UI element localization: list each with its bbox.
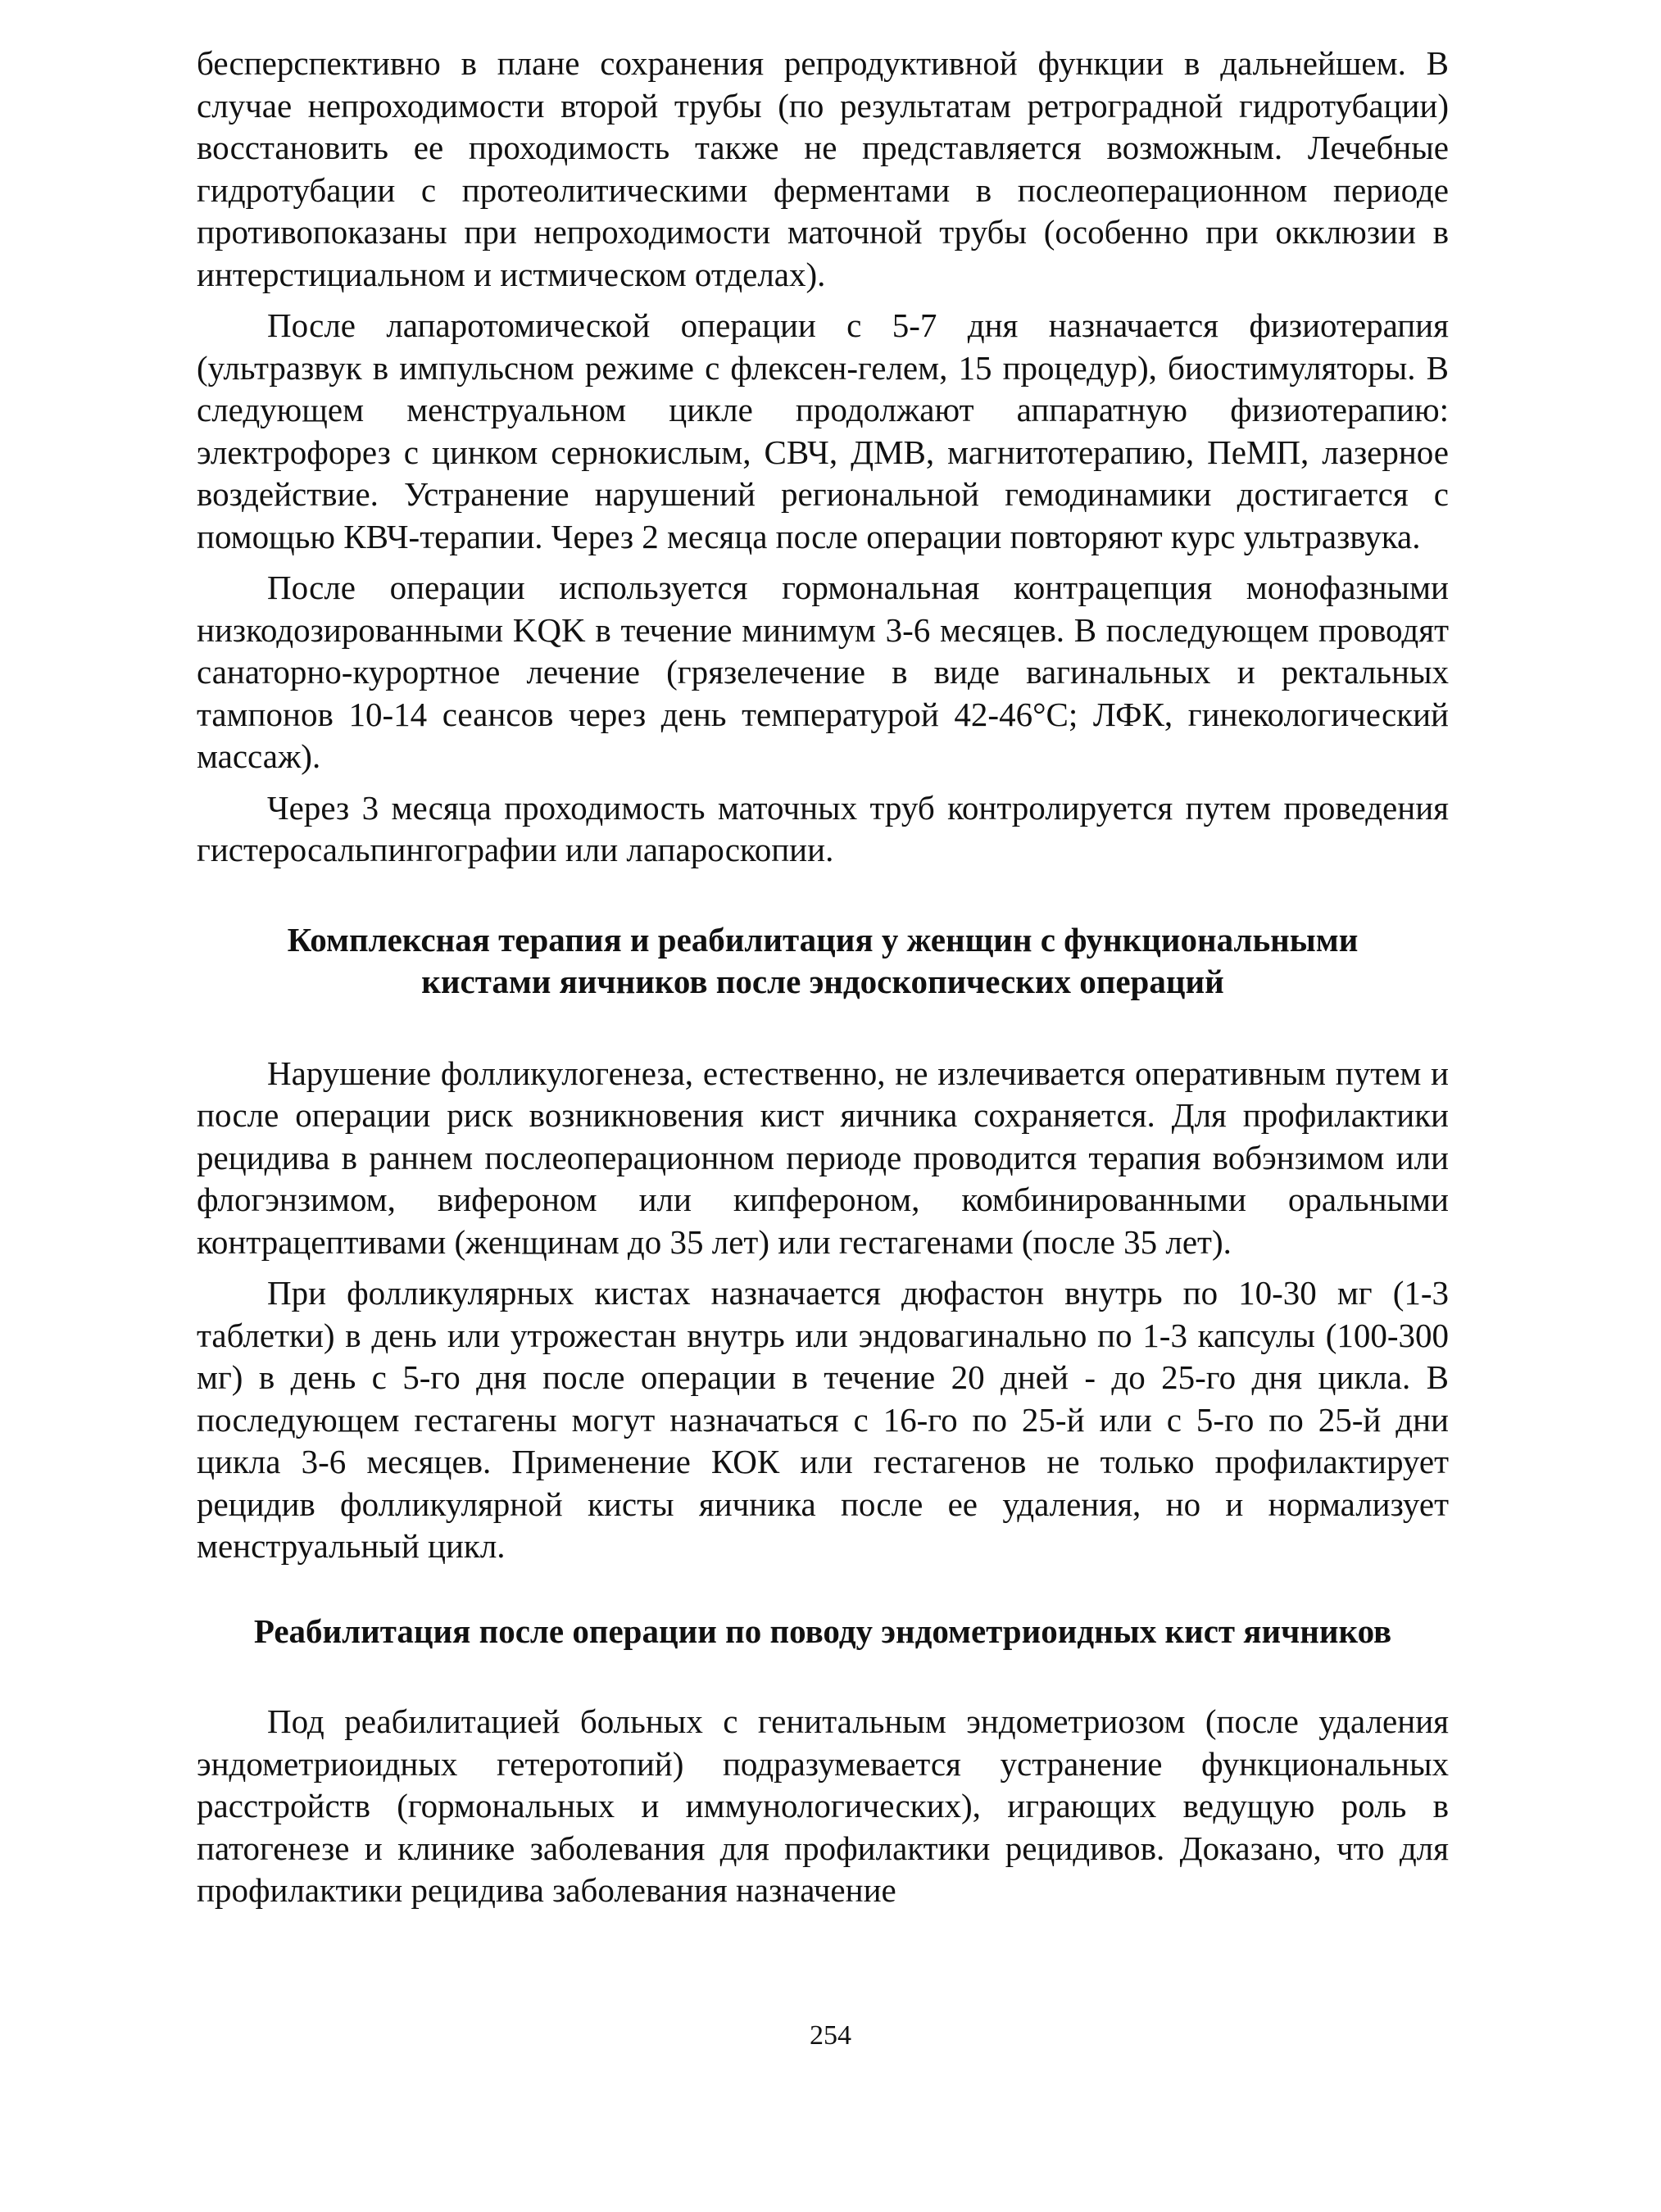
paragraph-rehabilitation: Под реабилитацией больных с генитальным эндометриозом (после удаления эндометриоидных гетеротопий) подразумевается устранение функциональных расстройств (гормональных и иммунологических), играющих ведущую роль в патогенезе и клинике заболевания для профилактики рецидивов. Доказано, что для профилактики рецидива заболевания назначение: [197, 1702, 1449, 1909]
heading-line-1: Комплексная терапия и реабилитация у женщин с функциональными: [287, 920, 1359, 959]
paragraph-physiotherapy: После лапаротомической операции с 5-7 дня назначается физиотерапия (ультразвук в импульсном режиме с флексен-гелем, 15 процедур), биостимуляторы. В следующем менструальном цикле продолжают аппаратную физиотерапию: электрофорез с цинком сернокислым, СВЧ, ДМВ, магнитотерапию, ПеМП, лазерное воздействие. Устранение нарушений региональной гемодинамики достигается с помощью КВЧ-терапии. Через 2 месяца после операции повторяют курс ультразвука.: [197, 306, 1449, 555]
section-heading-endometrioid-cysts: Реабилитация после операции по поводу эндометриоидных кист яичников: [253, 1611, 1392, 1650]
paragraph-folliculogenesis: Нарушение фолликулогенеза, естественно, не излечивается оперативным путем и после операции риск возникновения кист яичника сохраняется. Для профилактики рецидива в раннем послеоперационном периоде проводится терапия вобэнзимом или флогэнзимом, вифероном или кипфероном, комбинированными оральными контрацептивами (женщинам до 35 лет) или гестагенами (после 35 лет).: [197, 1054, 1449, 1261]
page-body: [197, 43, 1449, 1912]
paragraph-contraception: После операции используется гормональная контрацепция монофазными низкодозированными KQK в течение минимум 3-6 месяцев. В последующем проводят санаторно-курортное лечение (грязелечение в виде вагинальных и ректальных тампонов 10-14 сеансов через день температурой 42-46°С; ЛФК, гинекологический массаж).: [197, 569, 1449, 775]
paragraph-continuation: бесперспективно в плане сохранения репродуктивной функции в дальнейшем. В случае непроходимости второй трубы (по результатам ретроградной гидротубации) восстановить ее проходимость также не представляется возможным. Лечебные гидротубации с протеолитическими ферментами в послеоперационном периоде противопоказаны при непроходимости маточной трубы (особенно при окклюзии в интерстициальном и истмическом отделах).: [197, 44, 1449, 293]
page-number: 254: [810, 2020, 851, 2051]
paragraph-follicular-cysts: При фолликулярных кистах назначается дюфастон внутрь по 10-30 мг (1-3 таблетки) в день или утрожестан внутрь или эндовагинально по 1-3 капсулы (100-300 мг) в день с 5-го дня после операции в течение 20 дней - до 25-го дня цикла. В последующем гестагены могут назначаться с 16-го по 25-й или с 5-го по 25-й дни цикла 3-6 месяцев. Применение КОК или гестагенов не только профилактирует рецидив фолликулярной кисты яичника после ее удаления, но и нормализует менструальный цикл.: [197, 1274, 1449, 1565]
section-heading-functional-cysts: [197, 919, 1449, 1004]
heading-line-2: кистами яичников после эндоскопических операций: [421, 963, 1224, 1000]
section-body-endometrioid-cysts: [197, 1701, 1449, 1912]
paragraph-tube-control: Через 3 месяца проходимость маточных труб контролируется путем проведения гистеросальпингографии или лапароскопии.: [197, 788, 1449, 868]
section-endometrioid-cysts: [197, 1611, 1449, 1912]
section-body-functional-cysts: [197, 1053, 1449, 1568]
section-functional-cysts: [197, 919, 1449, 1568]
